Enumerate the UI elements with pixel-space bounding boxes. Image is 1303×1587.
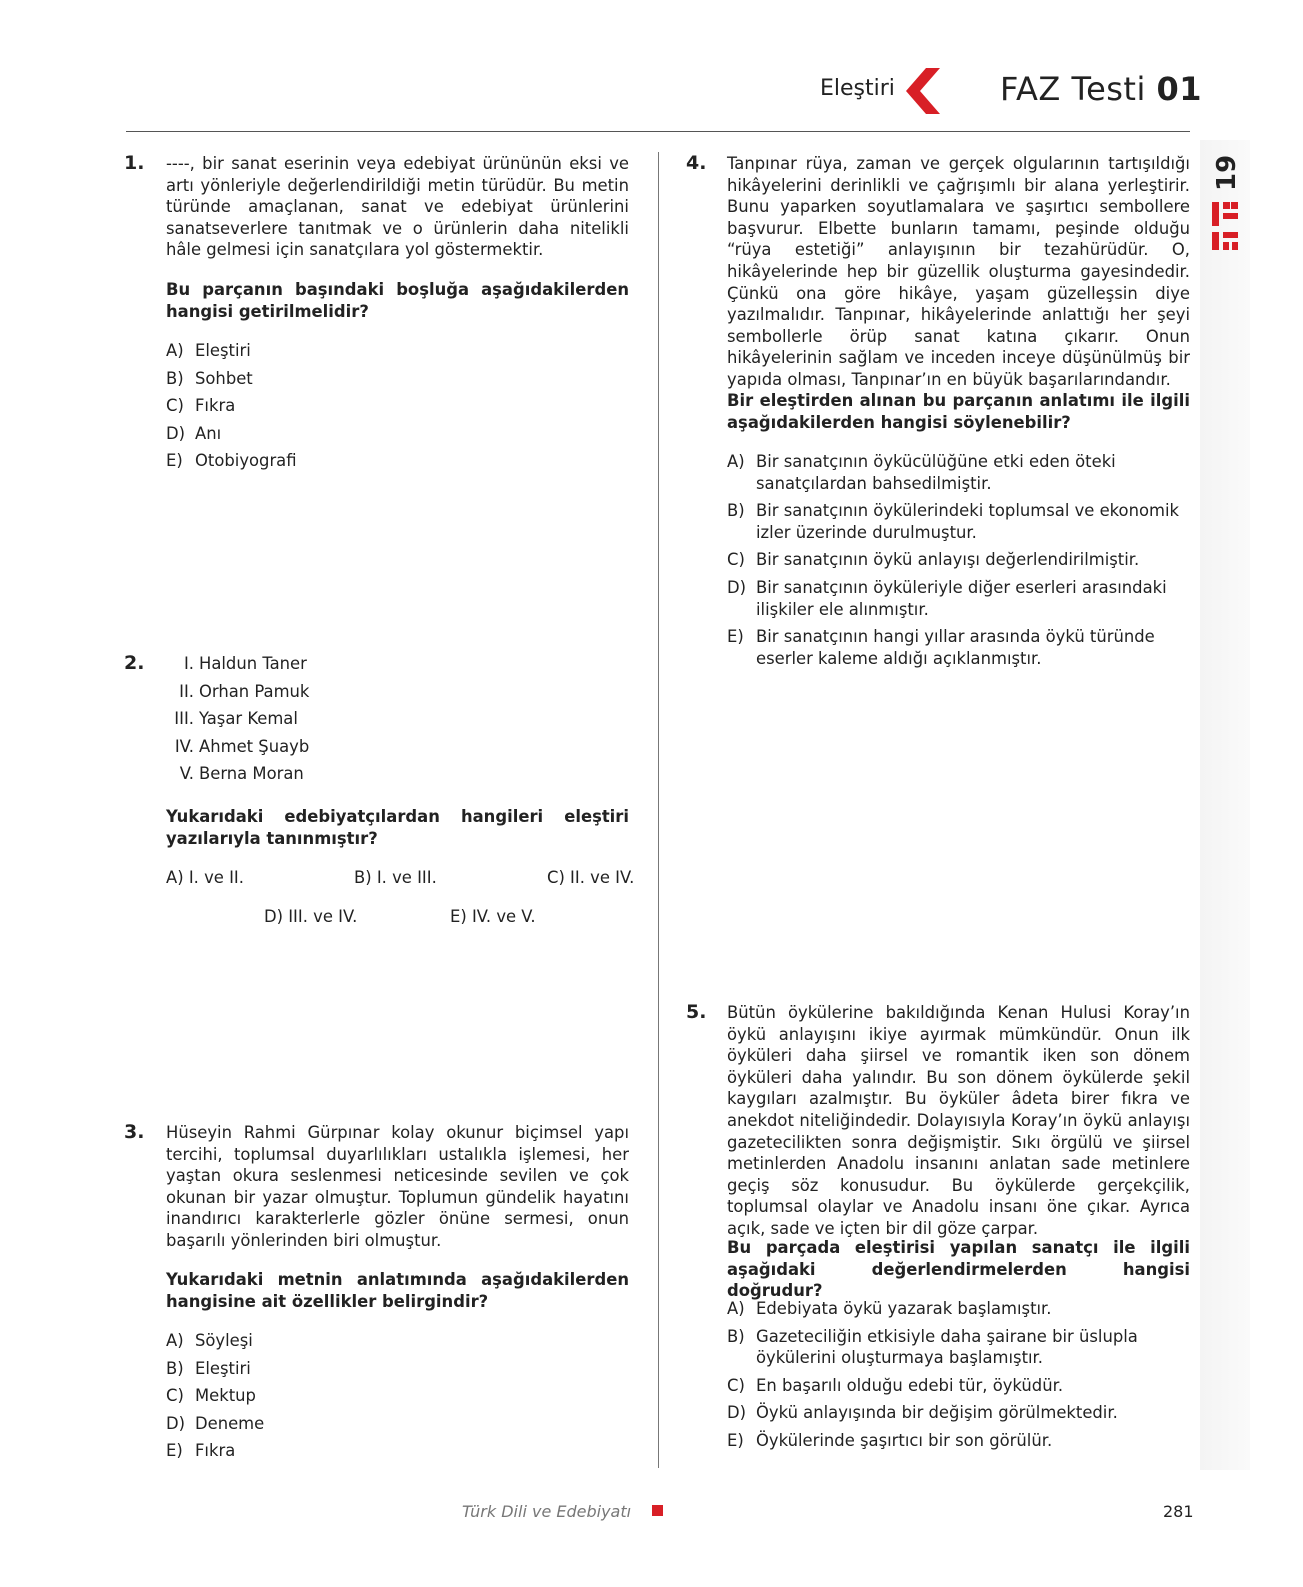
option-a[interactable]: A) Söyleşi <box>166 1331 253 1350</box>
question-1-options <box>166 340 629 478</box>
question-3-prompt: Yukarıdaki metnin anlatımında aşağıdakilerden hangisine ait özellikler belirgindir? <box>166 1270 629 1311</box>
option-d[interactable]: D) III. ve IV. <box>264 907 358 926</box>
question-3-number: 3. <box>124 1121 145 1143</box>
list-item: IV. Ahmet Şuayb <box>174 736 310 756</box>
question-5-options <box>727 1298 1190 1458</box>
question-4-prompt: Bir eleştirden alınan bu parçanın anlatımı ile ilgili aşağıdakilerden hangisi söylenebilir? <box>727 391 1190 432</box>
option-e[interactable]: E) Otobiyografi <box>166 451 297 471</box>
question-4-text: Tanpınar rüya, zaman ve gerçek olgularının tartışıldığı hikâyelerini derinlikli ve çağrışımlı bir alana yerleştirir. Bunu yaparken soyutlamalara ve şaşırtıcı sembollere başvurur. Elbette bunların tamamı, peşinde olduğu “rüya estetiği” anlayışının bir tezahürüdür. O, hikâyelerinde hep bir güzellik oluşturma gayesindedir. Çünkü ona göre hikâye, yaşam güzelleşsin diye yazılmalıdır. Tanpınar, hikâyelerinde anlattığı her şeyi sembollerle örüp sanat katına çıkarır. Onun hikâyelerinin sağlam ve inceden inceye düşünülmüş bir yapıda olması, Tanpınar’ın en büyük başarılarındandır. <box>727 154 1190 389</box>
question-4-options <box>727 451 1190 675</box>
question-4-number: 4. <box>686 152 707 174</box>
page-number: 281 <box>1163 1502 1194 1521</box>
option-a[interactable]: A) I. ve II. <box>166 868 244 887</box>
section-title: Eleştiri <box>820 76 895 101</box>
list-item: V. Berna Moran <box>179 764 304 784</box>
question-2-number: 2. <box>124 652 145 674</box>
question-2-items <box>166 653 309 791</box>
option-a[interactable]: A) Bir sanatçının öykücülüğüne etki eden öteki sanatçılardan bahsedilmiştir. <box>727 452 1116 493</box>
question-1-prompt: Bu parçanın başındaki boşluğa aşağıdakilerden hangisi getirilmelidir? <box>166 280 629 321</box>
question-2-prompt: Yukarıdaki edebiyatçılardan hangileri eleştiri yazılarıyla tanınmıştır? <box>166 807 629 848</box>
option-a[interactable]: A) Eleştiri <box>166 341 251 360</box>
option-e[interactable]: E) Fıkra <box>166 1441 236 1461</box>
chevron-left-icon <box>902 66 952 116</box>
option-b[interactable]: B) Gazeteciliğin etkisiyle daha şairane bir üslupla öykülerini oluşturmaya başlamıştır. <box>727 1326 1138 1368</box>
option-e[interactable]: E) IV. ve V. <box>450 907 536 926</box>
question-5-text: Bütün öykülerine bakıldığında Kenan Hulusi Koray’ın öykü anlayışını ikiye ayırmak mümkündür. Onun ilk öyküleri daha şiirsel ve romantik iken son dönem öyküleri daha yalındır. Bu son dönem öykülerde şekil kaygıları azalmıştır. Bu öyküler âdeta birer fıkra ve anekdot niteliğindedir. Dolayısıyla Koray’ın öykü anlayışı gazetecilikten sonra değişmiştir. Sıkı örgülü ve şiirsel metinlerden Anadolu insanını anlatan sade metinlere geçiş söz konusudur. Bu öykülerde gerçekçilik, toplumsal olaylar ve Anadolu insanı öne çıkar. Ayrıca açık, sade ve içten bir dil göze çarpar. <box>727 1003 1190 1238</box>
test-number: 01 <box>1156 70 1203 108</box>
option-c[interactable]: C) Fıkra <box>166 396 236 416</box>
side-tab <box>1200 140 1250 1470</box>
option-d[interactable]: D) Bir sanatçının öyküleriyle diğer eserleri arasındaki ilişkiler ele alınmıştır. <box>727 577 1167 619</box>
test-title <box>1000 70 1202 108</box>
test-prefix: FAZ Testi <box>1000 70 1146 108</box>
list-item: III. Yaşar Kemal <box>174 709 298 729</box>
column-divider <box>658 152 659 1468</box>
footer-square-icon <box>652 1505 663 1516</box>
option-d[interactable]: D) Deneme <box>166 1413 265 1433</box>
question-1-text: ----, bir sanat eserinin veya edebiyat ürününün eksi ve artı yönleriyle değerlendirildiği metin türüdür. Bu metin türünde amaçlanan, sanat ve edebiyat ürünlerini sanatseverlere tanıtmak ve o ürünlerin daha nitelikli hâle gelmesi için sanatçılara yol göstermektir. <box>166 154 629 260</box>
publisher-logo-icon <box>1212 200 1238 252</box>
list-item: II. Orhan Pamuk <box>179 681 310 701</box>
option-c[interactable]: C) Bir sanatçının öykü anlayışı değerlendirilmiştir. <box>727 550 1140 570</box>
option-e[interactable]: E) Öykülerinde şaşırtıcı bir son görülür. <box>727 1430 1053 1450</box>
option-c[interactable]: C) En başarılı olduğu edebi tür, öyküdür. <box>727 1375 1064 1395</box>
option-b[interactable]: B) I. ve III. <box>354 868 437 887</box>
option-c[interactable]: C) Mektup <box>166 1386 256 1406</box>
footer-subject: Türk Dili ve Edebiyatı <box>462 1502 632 1521</box>
option-e[interactable]: E) Bir sanatçının hangi yıllar arasında öykü türünde eserler kaleme aldığı açıklanmıştır. <box>727 627 1155 668</box>
option-b[interactable]: B) Eleştiri <box>166 1358 251 1378</box>
question-5-number: 5. <box>686 1001 707 1023</box>
option-d[interactable]: D) Anı <box>166 423 222 443</box>
option-c[interactable]: C) II. ve IV. <box>547 868 635 887</box>
option-b[interactable]: B) Bir sanatçının öykülerindeki toplumsal ve ekonomik izler üzerinde durulmuştur. <box>727 501 1180 542</box>
option-a[interactable]: A) Edebiyata öykü yazarak başlamıştır. <box>727 1299 1052 1318</box>
question-1-number: 1. <box>124 152 145 174</box>
header-divider <box>126 131 1190 132</box>
option-b[interactable]: B) Sohbet <box>166 368 253 388</box>
list-item: I. Haldun Taner <box>183 654 307 673</box>
option-d[interactable]: D) Öykü anlayışında bir değişim görülmektedir. <box>727 1403 1118 1423</box>
side-number: 19 <box>1212 154 1242 191</box>
question-5-prompt: Bu parçada eleştirisi yapılan sanatçı ile ilgili aşağıdaki değerlendirmelerden hangisi doğrudur? <box>727 1238 1190 1301</box>
question-3-text: Hüseyin Rahmi Gürpınar kolay okunur biçimsel yapı tercihi, toplumsal duyarlılıkları ustalıkla işlemesi, her yaştan okura seslenmesi neticesinde sevilen ve çok okunan bir yazar olmuştur. Toplumun gündelik hayatını inandırıcı karakterlerle gözler önüne sermesi, onun başarılı yönlerinden biri olmuştur. <box>166 1123 629 1250</box>
question-3-options <box>166 1330 629 1468</box>
